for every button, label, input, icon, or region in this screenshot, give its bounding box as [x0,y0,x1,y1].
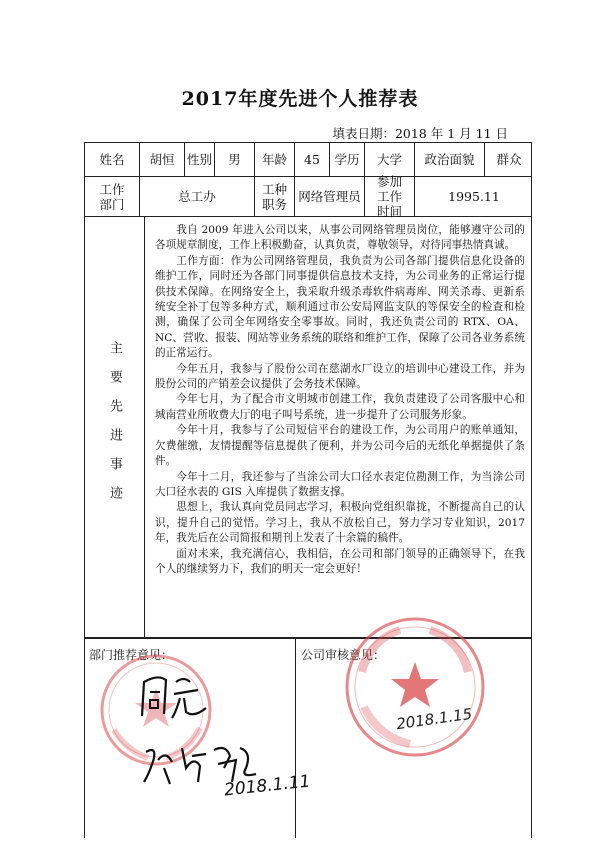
deeds-label: 主要先进事迹 [107,340,122,515]
politics-label: 政治面貌 [415,143,485,176]
page-title: 2017年度先进个人推荐表 [181,88,419,110]
job-label: 工种职务 [255,177,295,216]
basic-info-row [85,143,531,177]
opinion-divider [295,638,296,838]
fill-date: 填表日期：2018 年 1 月 11 日 [332,126,508,141]
recommendation-table [84,142,532,638]
gender-value: 男 [215,143,255,176]
start-value: 1995.11 [448,189,500,204]
deeds-paragraph: 今年五月，我参与了股份公司在慈湖水厂设立的培训中心建设工作，并为股份公司的产销差会议提供了会务技术保障。 [155,362,525,391]
deeds-paragraph: 工作方面：作为公司网络管理员，我负责为公司各部门提供信息化设备的维护工作，同时还为各部门同事提供信息技术支持，为公司业务的正常运行提供技术保障。在网络安全上，我采取升级杀毒软件病毒库、网关杀毒、更新系统安全补丁包等多种方式，顺利通过市公安局网监支队的等保安全的检查和检测，确保了公司全年网络安全零事故。同时，我还负责公司的 RTX、OA、NC、营收、报装、网站等业务系统的联络和维护工作，保障了公司各业务系统的正常运行。 [155,254,525,360]
deeds-content [145,217,533,638]
company-seal [340,612,490,762]
age-label: 年龄 [255,143,295,176]
deeds-paragraph: 今年十月，我参与了公司短信平台的建设工作，为公司用户的账单通知，欠费催缴，友情提醒等信息提供了便利，并为公司今后的无纸化单据提供了条件。 [155,424,525,468]
name-label: 姓名 [85,143,140,176]
company-opinion-label: 公司审核意见： [301,648,386,662]
deeds-paragraph: 今年十二月，我还参与了当涂公司大口径水表定位勘测工作，为当涂公司大口径水表的 GIS 入库提供了数据支撑。 [155,470,525,498]
company-approval-date: 2018.1.15 [395,704,474,734]
deeds-row [85,217,531,639]
age-value: 45 [295,143,330,176]
deeds-paragraph: 今年七月，为了配合市文明城市创建工作，我负责建设了公司客服中心和城南营业所收费大厅的电子叫号系统，进一步提升了公司服务形象。 [155,393,525,421]
signature-date: 2018.1.11 [223,771,312,801]
dept-label: 工作部门 [85,177,140,216]
gender-label: 性别 [185,143,215,176]
deeds-paragraph: 思想上，我认真向党员同志学习，积极向党组织靠拢，不断提高自己的认识，提升自己的觉悟。学习上，我从不放松自己，努力学习专业知识，2017 年，我先后在公司简报和期刊上发表了十余篇的稿件。 [155,501,525,545]
deeds-label-cell [85,217,145,638]
work-info-row [85,174,531,219]
start-label: 参加工作时间 [365,177,415,216]
politics-value: 群众 [496,152,522,167]
job-value: 网络管理员 [295,177,365,216]
deeds-paragraph: 面对未来，我充满信心，我相信，在公司和部门领导的正确领导下，在我个人的继续努力下，我们的明天一定会更好！ [155,547,525,575]
dept-value: 总工办 [140,177,255,216]
education-label: 学历 [330,143,365,176]
education-value: 大学 [365,143,415,176]
deeds-paragraph: 我自 2009 年进入公司以来，从事公司网络管理员岗位，能够遵守公司的各项规章制度，工作上积极勤奋，认真负责，尊敬领导，对待同事热情真诚。 [155,224,525,252]
dept-approval-handwriting [136,668,216,728]
dept-opinion-label: 部门推荐意见： [89,648,174,662]
name-value: 胡恒 [140,143,185,176]
